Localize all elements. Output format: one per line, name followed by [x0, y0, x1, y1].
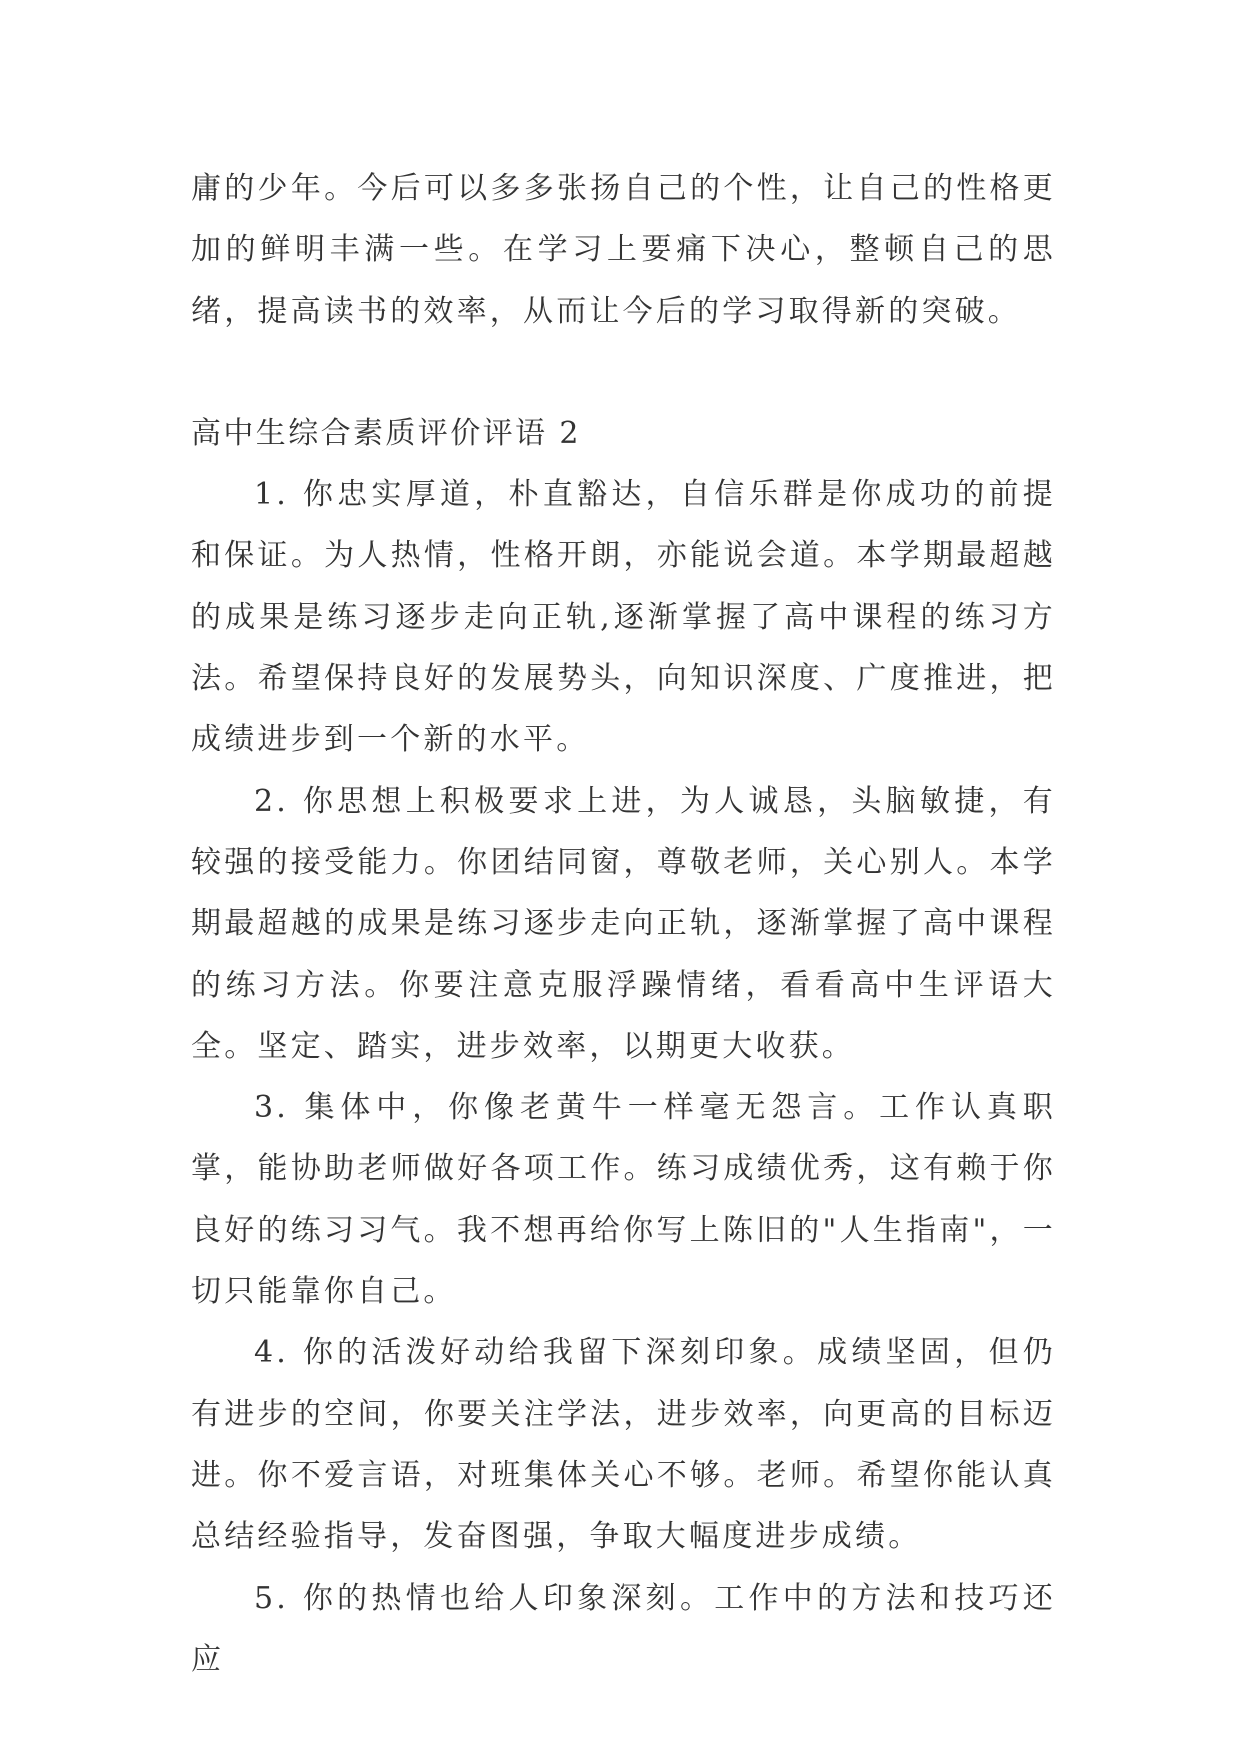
comment-item-2: 2. 你思想上积极要求上进，为人诚恳，头脑敏捷，有较强的接受能力。你团结同窗，尊敬老师，关心别人。本学期最超越的成果是练习逐步走向正轨，逐渐掌握了高中课程的练习方法。你要注意克服浮躁情绪，看看高中生评语大全。坚定、踏实，进步效率，以期更大收获。	[191, 783, 1056, 1064]
comment-item-5: 5. 你的热情也给人印象深刻。工作中的方法和技巧还应	[191, 1580, 1056, 1677]
intro-paragraph: 庸的少年。今后可以多多张扬自己的个性，让自己的性格更加的鲜明丰满一些。在学习上要痛下决心，整顿自己的思绪，提高读书的效率，从而让今后的学习取得新的突破。	[191, 171, 1056, 329]
document-body	[191, 158, 1056, 1690]
comment-item-4: 4. 你的活泼好动给我留下深刻印象。成绩坚固，但仍有进步的空间，你要关注学法，进步效率，向更高的目标迈进。你不爱言语，对班集体关心不够。老师。希望你能认真总结经验指导，发奋图强，争取大幅度进步成绩。	[191, 1335, 1056, 1555]
section-heading: 高中生综合素质评价评语 2	[191, 415, 581, 451]
comment-item-1: 1. 你忠实厚道，朴直豁达，自信乐群是你成功的前提和保证。为人热情，性格开朗，亦能说会道。本学期最超越的成果是练习逐步走向正轨,逐渐掌握了高中课程的练习方法。希望保持良好的发展势头，向知识深度、广度推进，把成绩进步到一个新的水平。	[191, 477, 1056, 758]
comment-item-3: 3. 集体中，你像老黄牛一样毫无怨言。工作认真职掌，能协助老师做好各项工作。练习成绩优秀，这有赖于你良好的练习习气。我不想再给你写上陈旧的"人生指南"，一切只能靠你自己。	[191, 1090, 1056, 1310]
